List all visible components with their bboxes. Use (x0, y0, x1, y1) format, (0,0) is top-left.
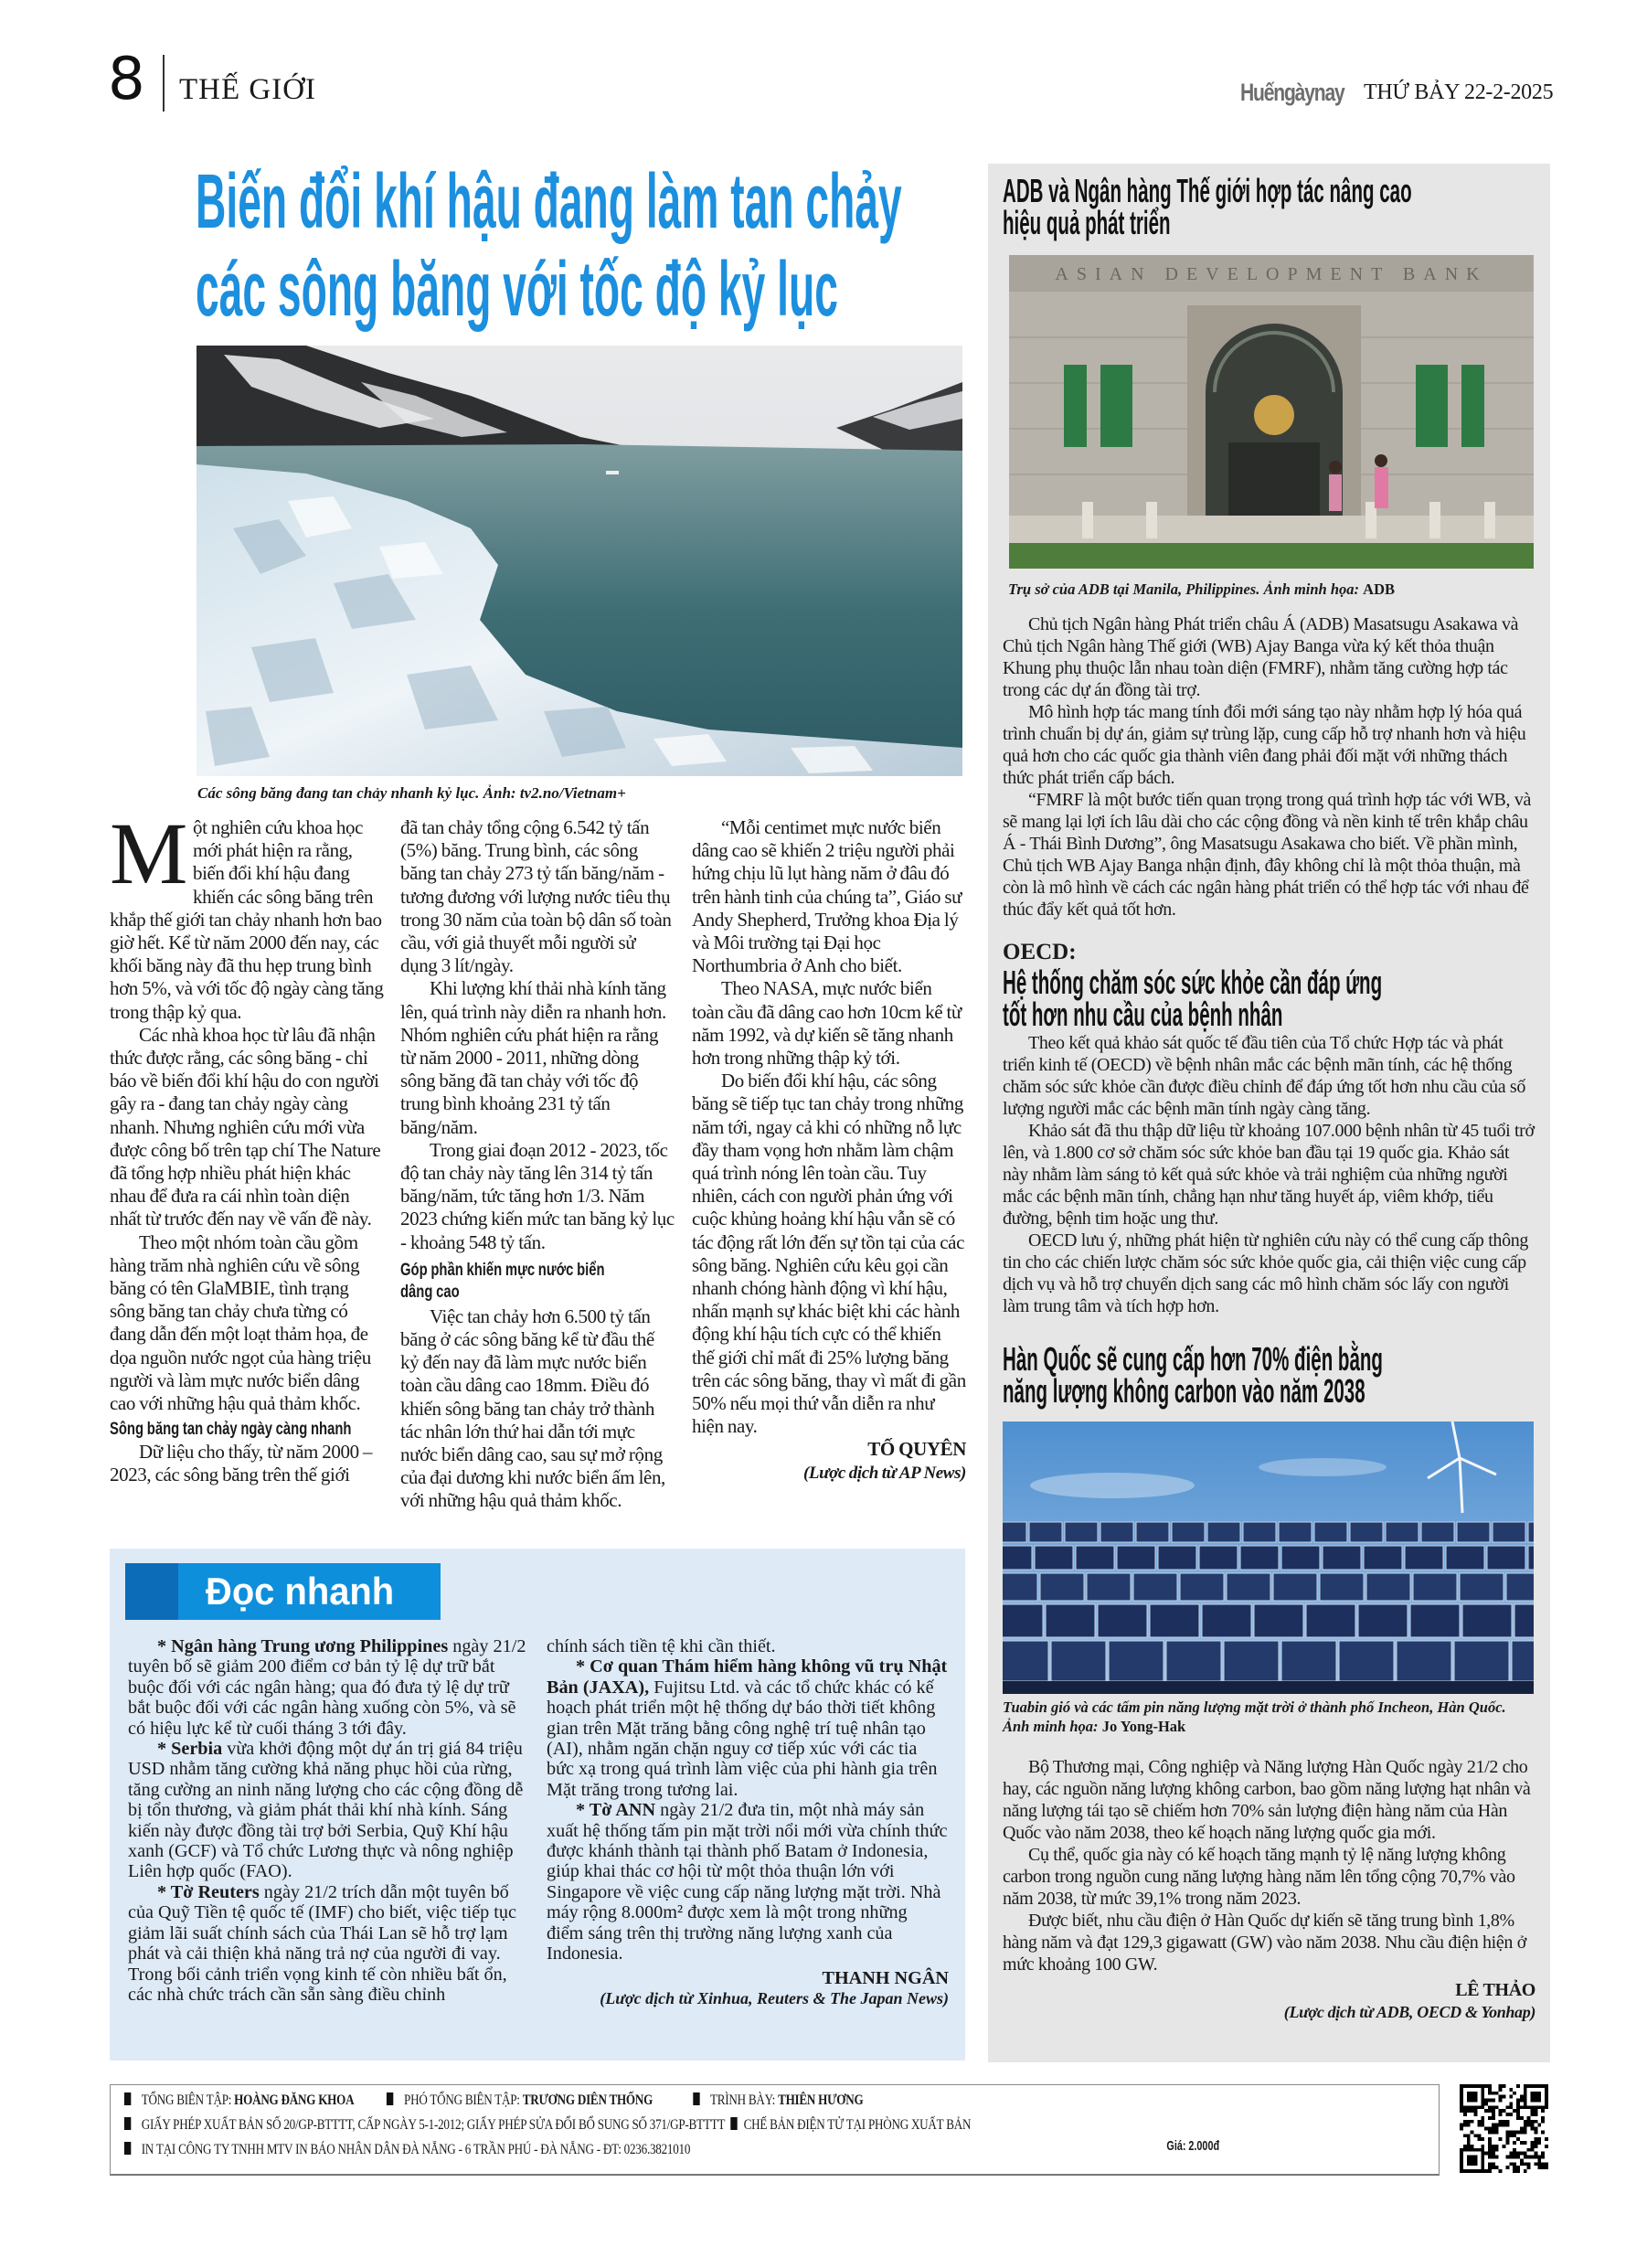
oecd-body (1003, 1032, 1535, 1317)
footer-line-1: TỔNG BIÊN TẬP: HOÀNG ĐĂNG KHOA PHÓ TỔNG BIÊN TẬP: TRƯƠNG DIÊN THỐNG TRÌNH BÀY: THIÊN HƯƠNG (120, 2092, 863, 2109)
solar-panel (1413, 1573, 1457, 1601)
subheading-line: Góp phần khiến mực nước biển (400, 1260, 605, 1280)
subheading (400, 1260, 675, 1304)
author: TỐ QUYÊN (867, 1438, 966, 1461)
solar-panel (1003, 1522, 1026, 1542)
news-item: * Tờ Reuters ngày 21/2 trích dẫn một tuyên bố của Quỹ Tiền tệ quốc tế (IMF) cho biết, việc tiếp tục giảm lãi suất chính sách của Thái Lan sẽ hỗ trợ lạm phát và cải thiện khả năng trả nợ của người đi vay. Trong bối cảnh triển vọng kinh tế còn nhiều bất ổn, các nhà chức trách cần sẵn sàng điều chỉnh (128, 1881, 516, 2005)
drop-cap: M (110, 804, 187, 902)
paragraph: Các nhà khoa học từ lâu đã nhận thức được rằng, các sông băng - chỉ báo về biến đổi khí hậu do con người gây ra - đang tan chảy ngày càng nhanh. Nhưng nghiên cứu mới vừa được công bố trên tạp chí The Nature đã tổng hợp nhiều phát hiện khác nhau để đưa ra cái nhìn toàn diện nhất từ trước đến nay về vấn đề này. (110, 1023, 381, 1230)
solar-panel (1281, 1641, 1336, 1681)
headline-line: Hàn Quốc sẽ cung cấp hơn 70% điện bằng (1003, 1340, 1383, 1378)
headline-line: năng lượng không carbon vào năm 2038 (1003, 1372, 1365, 1410)
news-item: * Ngân hàng Trung ương Philippines ngày 21/2 tuyên bố sẽ giảm 200 điểm cơ bản tỷ lệ dự trữ bắt buộc đối với các ngân hàng; qua đó đưa tỷ lệ dự trữ bắt buộc đối với các ngân hàng xuống còn 5%, và sẽ có hiệu lực kể từ cuối tháng 3 tới đây. (128, 1636, 526, 1739)
footer-line-2: GIẤY PHÉP XUẤT BẢN SỐ 20/GP-BTTTT, CẤP NGÀY 5-1-2012; GIẤY PHÉP SỬA ĐỔI BỔ SUNG SỐ 371/GP-BTTTT CHẾ BẢN ĐIỆN TỬ TẠI PHÒNG XUẤT BẢN (120, 2117, 971, 2134)
solar-panel (1180, 1573, 1224, 1601)
solar-panel (1117, 1546, 1155, 1570)
quick-read-box (110, 1549, 965, 2060)
korea-headline (1003, 1340, 1535, 1410)
solar-panel (1065, 1522, 1098, 1542)
solar-panel (1136, 1522, 1169, 1542)
solar-panel (1109, 1641, 1164, 1681)
solar-panel (1397, 1641, 1451, 1681)
lead-paragraph: Một nghiên cứu khoa học mới phát hiện ra rằng, biến đổi khí hậu đang khiến các sông băng trên khắp thế giới tan chảy nhanh hơn bao giờ hết. Kể từ năm 2000 đến nay, các khối băng này đã thu hẹp trung bình hơn 5%, và với tốc độ ngày càng tăng trong thập kỷ qua. (110, 804, 384, 1023)
solar-panel (1528, 1546, 1534, 1570)
adb-headline (1003, 172, 1535, 241)
source: (Lược dịch từ Xinhua, Reuters & The Japan News) (600, 1988, 949, 2007)
headline-line: tốt hơn nhu cầu của bệnh nhân (1003, 996, 1283, 1033)
news-item: * Tờ ANN ngày 21/2 đưa tin, một nhà máy sản xuất hệ thống tấm pin mặt trời nổi mới vừa chính thức được khánh thành tại thành phố Batam ở Indonesia, giúp khai thác cơ hội từ một thỏa thuận lớn với Singapore về việc cung cấp năng lượng mặt trời. Nhà máy rộng 8.000m² được xem là một trong những điểm sáng trên thị trường năng lượng xanh của Indonesia. (547, 1800, 948, 1965)
solar-panel (1166, 1641, 1221, 1681)
qr-code[interactable] (1460, 2084, 1548, 2173)
korea-photo-caption: Tuabin gió và các tấm pin năng lượng mặt trời ở thành phố Incheon, Hàn Quốc. Ảnh minh họa: Jo Yong-Hak (1003, 1698, 1506, 1735)
solar-panel (1493, 1522, 1525, 1542)
korea-body (1003, 1756, 1535, 2023)
solar-panel (1446, 1546, 1484, 1570)
solar-panel (1076, 1546, 1114, 1570)
solar-panel (1320, 1573, 1364, 1601)
solar-panel (1421, 1522, 1454, 1542)
solar-panel (1386, 1522, 1419, 1542)
article-column-3 (692, 816, 966, 1485)
news-item: * Cơ quan Thám hiểm hàng không vũ trụ Nhật Bản (JAXA), Fujitsu Ltd. và các tổ chức khác có kế hoạch phát triển một hệ thống dự báo thời tiết không gian trên Mặt trăng bằng công nghệ trí tuệ nhân tạo (AI), nhằm ngăn chặn nguy cơ tiếp xúc với các tia bức xạ trong quá trình làm việc của phi hành gia trên Mặt trăng trong tương lai. (547, 1656, 948, 1800)
footer-line-3: IN TẠI CÔNG TY TNHH MTV IN BÁO NHÂN DÂN ĐÀ NẴNG - 6 TRẦN PHÚ - ĐÀ NẴNG - ĐT: 0236.3821010 (120, 2142, 690, 2158)
page-number: 8 (108, 46, 145, 113)
headline-line: hiệu quả phát triển (1003, 204, 1171, 241)
solar-panel (1040, 1573, 1084, 1601)
building-sign: ASIAN DEVELOPMENT BANK (1055, 264, 1488, 284)
paragraph: Việc tan chảy hơn 6.500 tỷ tấn băng ở các sông băng kể từ đầu thế kỷ đến nay đã làm mực nước biển toàn cầu dâng cao 18mm. Điều đó khiến sông băng tan chảy trở thành tác nhân lớn thứ hai dẫn tới mực nước biển dâng cao, sau sự mở rộng của đại dương khi nước biển ấm lên, với những hậu quả thảm khốc. (400, 1304, 665, 1512)
price: Giá: 2.000đ (1166, 2138, 1219, 2154)
solar-panel (1314, 1522, 1347, 1542)
quick-read-column-2 (547, 1636, 949, 2008)
solar-panel (1323, 1546, 1361, 1570)
solar-panel (1243, 1522, 1276, 1542)
solar-panels-photo (1003, 1421, 1534, 1694)
glacier-photo (197, 346, 962, 776)
solar-panel (1240, 1546, 1279, 1570)
adb-photo-caption: Trụ sở của ADB tại Manila, Philippines. Ảnh minh họa: ADB (1008, 580, 1395, 598)
paragraph: Khi lượng khí thải nhà kính tăng lên, quá trình này diễn ra nhanh hơn. Nhóm nghiên cứu phát hiện ra rằng từ năm 2000 - 2011, những dòng sông băng đã tan chảy với tốc độ trung bình khoảng 231 tỷ tấn băng/năm. (400, 977, 666, 1138)
paragraph: Do biến đổi khí hậu, các sông băng sẽ tiếp tục tan chảy trong những năm tới, ngay cả khi có những nỗ lực đầy tham vọng hơn nhằm làm chậm quá trình nóng lên toàn cầu. Tuy nhiên, cách con người phản ứng với cuộc khủng hoảng khí hậu vẫn sẽ có tác động rất lớn đến sự tồn tại của các sông băng. Nghiên cứu kêu gọi cần nhanh chóng hành động vì khí hậu, nhấn mạnh sự khác biệt khi các hành động khí hậu tích cực có thể khiến thế giới chỉ mất đi 25% lượng băng trên các sông băng, thay vì mất đi gần 50% nếu mọi thứ vẫn diễn ra như hiện nay. (692, 1070, 966, 1438)
adb-building-photo (1009, 255, 1534, 569)
solar-panel (1202, 1604, 1251, 1637)
solar-panel (1158, 1546, 1196, 1570)
solar-panel (1528, 1522, 1534, 1542)
solar-panel (1487, 1546, 1525, 1570)
paragraph: đã tan chảy tổng cộng 6.542 tỷ tấn (5%) băng. Trung bình, các sông băng tan chảy 273 tỷ tấn băng/năm - tương đương với lượng nước tiêu thụ trong 30 năm của toàn bộ dân số toàn cầu, với giả thuyết mỗi người sử dụng 3 lít/ngày. (400, 816, 672, 977)
newspaper-logo: Huếngàynay (1240, 79, 1344, 106)
solar-panel (1358, 1604, 1408, 1637)
main-headline (196, 157, 972, 333)
news-item-continued: chính sách tiền tệ khi cần thiết. (547, 1636, 776, 1656)
solar-panel (1003, 1641, 1048, 1681)
author: THANH NGÂN (822, 1967, 949, 1988)
solar-panel (1350, 1522, 1383, 1542)
header-divider (163, 55, 165, 112)
solar-panel (1150, 1604, 1199, 1637)
solar-panel-grid (1003, 1522, 1534, 1694)
paragraph: OECD lưu ý, những phát hiện từ nghiên cứu này có thể cung cấp thông tin cho các chiến lược chăm sóc sức khỏe quốc gia, cải thiện việc cung cấp dịch vụ và hỗ trợ chuyển dịch sang các mô hình chăm sóc lấy con người làm trung tâm và tích hợp hơn. (1003, 1230, 1529, 1316)
masthead-footer (110, 2084, 1440, 2176)
article-column-1 (110, 804, 384, 1487)
solar-panel (1366, 1573, 1410, 1601)
issue-date: THỨ BẢY 22-2-2025 (1364, 80, 1554, 104)
solar-panel (1224, 1641, 1279, 1681)
solar-panel (1133, 1573, 1177, 1601)
paragraph: Chủ tịch Ngân hàng Phát triển châu Á (ADB) Masatsugu Asakawa và Chủ tịch Ngân hàng Thế giới (WB) Ajay Banga vừa ký kết thỏa thuận Khung phụ thuộc lẫn nhau toàn diện (FMRF), nhằm tăng cường hợp tác trong các dự án đồng tài trợ. (1003, 614, 1519, 700)
headline-line: các sông băng với tốc độ kỷ lục (196, 246, 838, 332)
photo-caption: Các sông băng đang tan chảy nhanh kỷ lục. Ảnh: tv2.no/Vietnam+ (197, 784, 626, 802)
solar-panel (1364, 1546, 1402, 1570)
solar-panel (1273, 1573, 1317, 1601)
paragraph: Mô hình hợp tác mang tính đổi mới sáng tạo này nhằm hợp lý hóa quá trình chuẩn bị dự án, giảm sự trùng lặp, cung cấp hỗ trợ nhanh hơn và hiệu quả hơn cho các quốc gia thành viên đang phải đối mặt với những thách thức phát triển cấp bách. (1003, 702, 1526, 788)
news-item: * Serbia vừa khởi động một dự án trị giá 84 triệu USD nhằm tăng cường khả năng phục hồi của rừng, tăng cường an ninh năng lượng cho các cộng đồng dễ bị tổn thương, và giảm phát thải khí nhà kính. Sáng kiến này được đồng tài trợ bởi Serbia, Quỹ Khí hậu xanh (GCF) và Tổ chức Lương thực và nông nghiệp Liên hợp quốc (FAO). (128, 1739, 524, 1882)
solar-panel (1254, 1604, 1303, 1637)
solar-panel (1506, 1573, 1534, 1601)
solar-panel (1460, 1573, 1504, 1601)
solar-panel (1087, 1573, 1131, 1601)
solar-panel (1339, 1641, 1394, 1681)
subheading: Sông băng tan chảy ngày càng nhanh (110, 1420, 352, 1440)
oecd-headline (1003, 966, 1535, 1032)
solar-panel (1199, 1546, 1238, 1570)
paragraph: Cụ thể, quốc gia này có kế hoạch tăng mạnh tỷ lệ năng lượng không carbon trong nguồn cung năng lượng hàng năm lên tổng cộng 70,7% vào năm 2038, từ mức 39,1% trong năm 2023. (1003, 1845, 1515, 1909)
quick-read-title: Đọc nhanh (206, 1570, 395, 1613)
headline-line: Biến đổi khí hậu đang làm tan chảy (196, 158, 902, 244)
solar-panel (1227, 1573, 1270, 1601)
article-column-2 (400, 816, 675, 1513)
subheading-line: dâng cao (400, 1282, 460, 1302)
author: LÊ THẢO (1455, 1980, 1535, 2000)
solar-panel (1003, 1604, 1043, 1637)
solar-panel (1035, 1546, 1073, 1570)
solar-panel (1306, 1604, 1355, 1637)
solar-panel (1405, 1546, 1443, 1570)
solar-panel (1207, 1522, 1240, 1542)
headline-line: ADB và Ngân hàng Thế giới hợp tác nâng cao (1003, 172, 1412, 209)
solar-panel (1003, 1573, 1037, 1601)
solar-panel (1279, 1522, 1312, 1542)
paragraph: “Mỗi centimet mực nước biển dâng cao sẽ khiến 2 triệu người phải hứng chịu lũ lụt hàng năm ở đâu đó trên hành tinh của chúng ta”, Giáo sư Andy Shepherd, Trưởng khoa Địa lý và Môi trường tại Đại học Northumbria ở Anh cho biết. (692, 816, 962, 977)
paragraph: Bộ Thương mại, Công nghiệp và Năng lượng Hàn Quốc ngày 21/2 cho hay, các nguồn năng lượng không carbon, bao gồm năng lượng hạt nhân và năng lượng tái tạo sẽ chiếm hơn 70% sản lượng điện hàng năm của Hàn Quốc vào năm 2038, theo kế hoạch năng lượng quốc gia mới. (1003, 1757, 1531, 1843)
paragraph: Theo NASA, mực nước biển toàn cầu đã dâng cao hơn 10cm kể từ năm 1992, và dự kiến sẽ tăng nhanh hơn trong những thập kỷ tới. (692, 977, 962, 1070)
paragraph: Theo kết quả khảo sát quốc tế đầu tiên của Tổ chức Hợp tác và phát triển kinh tế (OECD) về bệnh nhân mắc các bệnh mãn tính, các hệ thống chăm sóc sức khỏe cần được điều chỉnh để đáp ứng tốt hơn nhu cầu của số lượng người mắc các bệnh mãn tính ngày càng tăng. (1003, 1033, 1525, 1119)
solar-panel (1457, 1522, 1490, 1542)
paragraph: Theo một nhóm toàn cầu gồm hàng trăm nhà nghiên cứu về sông băng có tên GlaMBIE, tình trạng sông băng tan chảy chưa từng có đang dẫn đến một loạt thảm họa, đe dọa nguồn nước ngọt của hàng triệu người và làm mực nước biển dâng cao với những hậu quả thảm khốc. (110, 1230, 371, 1415)
solar-panel (1512, 1641, 1534, 1681)
quick-read-column-1 (128, 1636, 530, 2005)
solar-panel (1029, 1522, 1062, 1542)
adb-body (1003, 613, 1535, 921)
solar-panel (1098, 1604, 1147, 1637)
paragraph: Dữ liệu cho thấy, từ năm 2000 – 2023, các sông băng trên thế giới (110, 1441, 373, 1486)
solar-panel (1454, 1641, 1509, 1681)
solar-panel (1410, 1604, 1460, 1637)
header-accent (125, 1563, 178, 1620)
panel-base (1003, 1681, 1534, 1694)
source: (Lược dịch từ AP News) (802, 1463, 966, 1483)
paragraph: Trong giai đoạn 2012 - 2023, tốc độ tan chảy này tăng lên 314 tỷ tấn băng/năm, tức tăng hơn 1/3. Năm 2023 chứng kiến mức tan băng kỷ lục - khoảng 548 tỷ tấn. (400, 1138, 675, 1253)
section-title: THẾ GIỚI (179, 73, 317, 106)
paragraph: “FMRF là một bước tiến quan trọng trong quá trình hợp tác với WB, và sẽ mang lại lợi ích lâu dài cho các cộng đồng và nền kinh tế trên khắp châu Á - Thái Bình Dương”, ông Masatsugu Asakawa cho biết. Về phần mình, Chủ tịch WB Ajay Banga nhận định, đây không chỉ là một thỏa thuận, mà còn là mô hình về cách các ngân hàng phát triển có thể hợp tác với nhau để thúc đẩy kết quả tốt hơn. (1003, 790, 1531, 920)
solar-panel (1046, 1604, 1095, 1637)
solar-panel (1051, 1641, 1106, 1681)
solar-panel (1281, 1546, 1320, 1570)
paragraph: Được biết, nhu cầu điện ở Hàn Quốc dự kiến sẽ tăng trung bình 1,8% hàng năm và đạt 129,3 gigawatt (GW) vào năm 2038. Nhu cầu điện hiện ở mức khoảng 100 GW. (1003, 1911, 1526, 1975)
source: (Lược dịch từ ADB, OECD & Yonhap) (1283, 2003, 1535, 2021)
solar-panel (1100, 1522, 1133, 1542)
sidebar-news (988, 164, 1550, 2062)
solar-panel (1462, 1604, 1512, 1637)
solar-panel (1172, 1522, 1205, 1542)
solar-panel (1514, 1604, 1534, 1637)
paragraph: Khảo sát đã thu thập dữ liệu từ khoảng 107.000 bệnh nhân từ 45 tuổi trở lên, và 1.800 cơ sở chăm sóc sức khỏe ban đầu tại 19 quốc gia. Khảo sát này nhằm làm sáng tỏ kết quả sức khỏe và trải nghiệm của những người mắc các bệnh mãn tính, chẳng hạn như tăng huyết áp, viêm khớp, tiểu đường, bệnh tim hoặc ung thư. (1003, 1121, 1535, 1229)
quick-read-header (125, 1563, 441, 1620)
headline-line: Hệ thống chăm sóc sức khỏe cần đáp ứng (1003, 964, 1383, 1001)
oecd-kicker: OECD: (1003, 940, 1077, 964)
solar-panel (1003, 1546, 1032, 1570)
